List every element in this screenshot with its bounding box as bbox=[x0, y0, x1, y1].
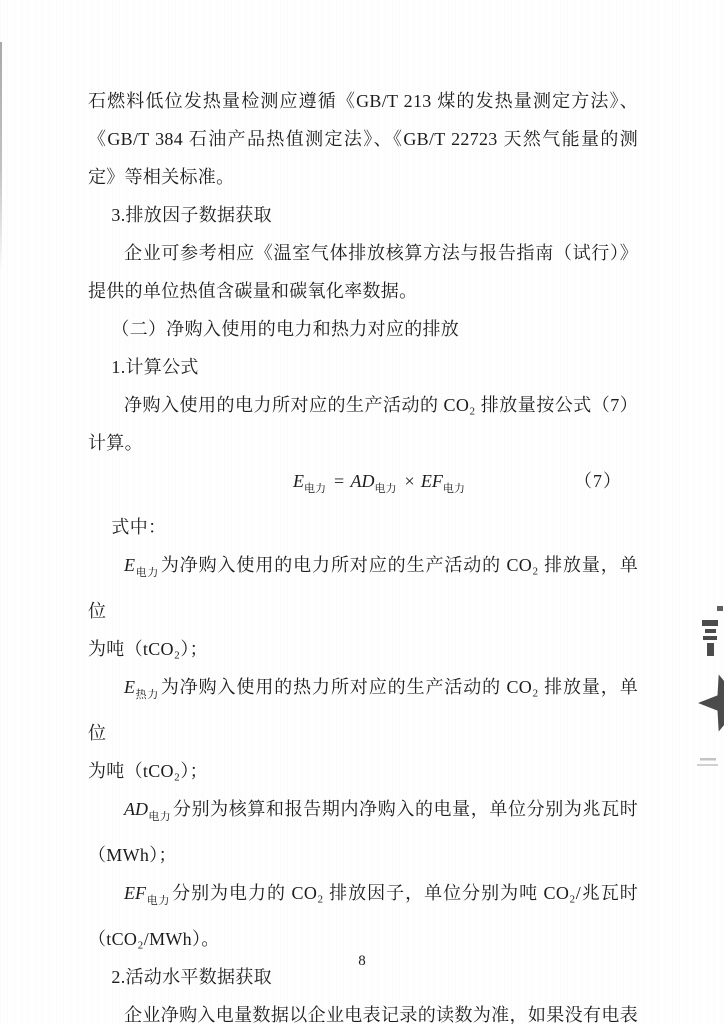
definition-ef-electricity: $EF_{电力}$ 分别为电力的 CO₂ 排放因子，单位分别为吨 CO₂/兆瓦时 bbox=[124, 883, 639, 907]
heading-section-2: （二）净购入使用的电力和热力对应的排放 bbox=[111, 319, 460, 339]
text-line: 为吨（tCO₂）； bbox=[88, 639, 208, 659]
heading-emission-factor: 3.排放因子数据获取 bbox=[111, 205, 272, 225]
faint-print-icon bbox=[697, 758, 718, 766]
text-line: （tCO₂/MWh）。 bbox=[88, 929, 220, 949]
definition-ad-electricity: $AD_{电力}$ 分别为核算和报告期内净购入的电量，单位分别为兆瓦时 bbox=[124, 799, 639, 823]
text-line: 为吨（tCO₂）； bbox=[88, 761, 208, 781]
partial-seal-stamp bbox=[694, 598, 724, 808]
where-label: 式中： bbox=[111, 517, 167, 537]
text-line: （MWh）； bbox=[88, 845, 177, 865]
text-line: 提供的单位热值含碳量和碳氧化率数据。 bbox=[88, 281, 418, 301]
text-line: 企业可参考相应《温室气体排放核算方法与报告指南（试行）》 bbox=[124, 243, 638, 263]
scan-edge-artifact bbox=[0, 42, 2, 272]
text-line: 《GB/T 384 石油产品热值测定法》、《GB/T 22723 天然气能量的测 bbox=[88, 129, 638, 149]
text-line: 石燃料低位发热量检测应遵循《GB/T 213 煤的发热量测定方法》、 bbox=[88, 91, 638, 111]
star-stamp-icon bbox=[698, 675, 724, 732]
document-body bbox=[88, 82, 638, 1024]
equation-7 bbox=[88, 462, 638, 508]
ink-blot-icon bbox=[702, 606, 723, 656]
equation-body: $E_{电力} = AD_{电力} \times EF_{电力}$ bbox=[293, 471, 465, 495]
text-line: 计算。 bbox=[88, 433, 143, 453]
equation-number: （7） bbox=[574, 471, 622, 491]
text-line: 企业净购入电量数据以企业电表记录的读数为准，如果没有电表 bbox=[124, 1005, 638, 1024]
heading-activity-data: 2.活动水平数据获取 bbox=[111, 967, 272, 987]
definition-e-heat: $E_{热力}$ 为净购入使用的热力所对应的生产活动的 CO₂ 排放量，单位 bbox=[88, 677, 638, 743]
definition-e-electricity: $E_{电力}$ 为净购入使用的电力所对应的生产活动的 CO₂ 排放量，单位 bbox=[88, 555, 638, 621]
text-line: 定》等相关标准。 bbox=[88, 167, 235, 187]
heading-calc-formula: 1.计算公式 bbox=[111, 357, 199, 377]
page-number: 8 bbox=[358, 953, 366, 969]
text-line: 净购入使用的电力所对应的生产活动的 CO₂ 排放量按公式（7） bbox=[124, 395, 638, 415]
